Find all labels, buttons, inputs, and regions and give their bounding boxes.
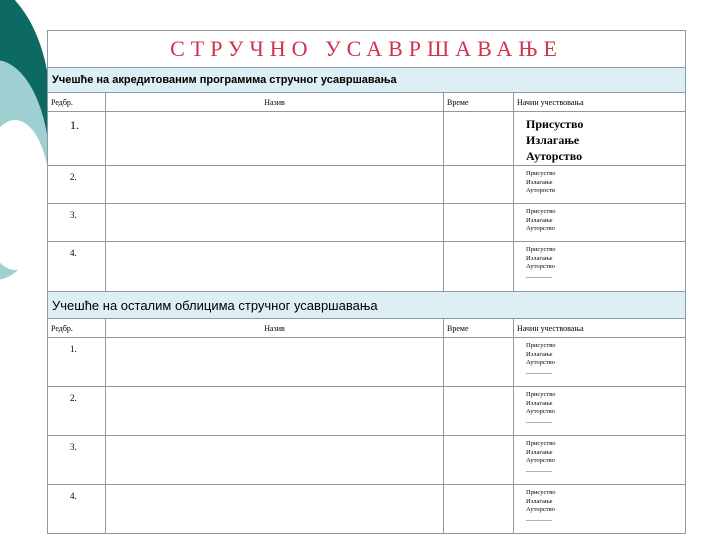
name-cell[interactable] xyxy=(106,436,444,485)
column-header-time: Време xyxy=(444,319,514,338)
participation-option: Ауторство xyxy=(526,457,555,464)
row-number: 2. xyxy=(48,387,106,436)
participation-option: Присуство xyxy=(526,391,556,398)
participation-option: Излагање xyxy=(526,350,553,358)
page-title: СТРУЧНО УСАВРШАВАЊЕ xyxy=(48,31,686,68)
row-number: 4. xyxy=(48,485,106,534)
participation-option: Излагање xyxy=(526,448,553,456)
row-number: 1. xyxy=(48,112,106,166)
participation-option: Аутороств xyxy=(526,187,556,194)
participation-option: ________ xyxy=(526,271,552,279)
time-cell[interactable] xyxy=(444,485,514,534)
column-header-name: Назив xyxy=(106,319,444,338)
section-heading-accredited: Учешће на акредитованим програмима стручног усавршавања xyxy=(48,68,686,93)
participation-option: Излагање xyxy=(526,133,580,147)
participation-option: Присуство xyxy=(526,170,556,177)
time-cell[interactable] xyxy=(444,112,514,166)
column-header-time: Време xyxy=(444,93,514,112)
participation-option: Ауторство xyxy=(526,408,555,415)
time-cell[interactable] xyxy=(444,387,514,436)
participation-option: Излагање xyxy=(526,399,553,407)
participation-cell xyxy=(514,204,686,242)
participation-option: Присуство xyxy=(526,342,556,349)
column-header-participation: Начин учествовања xyxy=(514,93,686,112)
time-cell[interactable] xyxy=(444,204,514,242)
column-header-participation: Начин учествовања xyxy=(514,319,686,338)
column-header-number: Редбр. xyxy=(48,93,106,112)
row-number: 1. xyxy=(48,338,106,387)
name-cell[interactable] xyxy=(106,204,444,242)
participation-option: Излагање xyxy=(526,178,553,186)
participation-option: ________ xyxy=(526,465,552,473)
name-cell[interactable] xyxy=(106,166,444,204)
participation-option: Ауторство xyxy=(526,225,555,232)
row-number: 4. xyxy=(48,242,106,292)
participation-cell xyxy=(514,242,686,292)
participation-option: Присуство xyxy=(526,246,556,253)
time-cell[interactable] xyxy=(444,436,514,485)
participation-option: ________ xyxy=(526,514,552,522)
row-number: 3. xyxy=(48,204,106,242)
participation-cell xyxy=(514,112,686,166)
name-cell[interactable] xyxy=(106,112,444,166)
time-cell[interactable] xyxy=(444,166,514,204)
name-cell[interactable] xyxy=(106,338,444,387)
participation-option: ________ xyxy=(526,416,552,424)
participation-option: Излагање xyxy=(526,497,553,505)
participation-cell xyxy=(514,387,686,436)
column-header-number: Редбр. xyxy=(48,319,106,338)
participation-option: Излагање xyxy=(526,216,553,224)
time-cell[interactable] xyxy=(444,242,514,292)
participation-cell xyxy=(514,338,686,387)
participation-option: Присуство xyxy=(526,117,584,131)
participation-option: Присуство xyxy=(526,440,556,447)
participation-option: ________ xyxy=(526,367,552,375)
name-cell[interactable] xyxy=(106,242,444,292)
training-table xyxy=(47,30,686,534)
participation-option: Ауторство xyxy=(526,263,555,270)
section-heading-other: Учешће на осталим облицима стручног усавршавања xyxy=(48,292,686,319)
participation-cell xyxy=(514,436,686,485)
time-cell[interactable] xyxy=(444,338,514,387)
participation-cell xyxy=(514,166,686,204)
participation-option: Присуство xyxy=(526,208,556,215)
participation-option: Ауторство xyxy=(526,149,583,163)
participation-option: Ауторство xyxy=(526,359,555,366)
participation-option: Излагање xyxy=(526,254,553,262)
participation-option: Ауторство xyxy=(526,506,555,513)
row-number: 2. xyxy=(48,166,106,204)
column-header-name: Назив xyxy=(106,93,444,112)
name-cell[interactable] xyxy=(106,485,444,534)
name-cell[interactable] xyxy=(106,387,444,436)
participation-option: Присуство xyxy=(526,489,556,496)
row-number: 3. xyxy=(48,436,106,485)
participation-cell xyxy=(514,485,686,534)
